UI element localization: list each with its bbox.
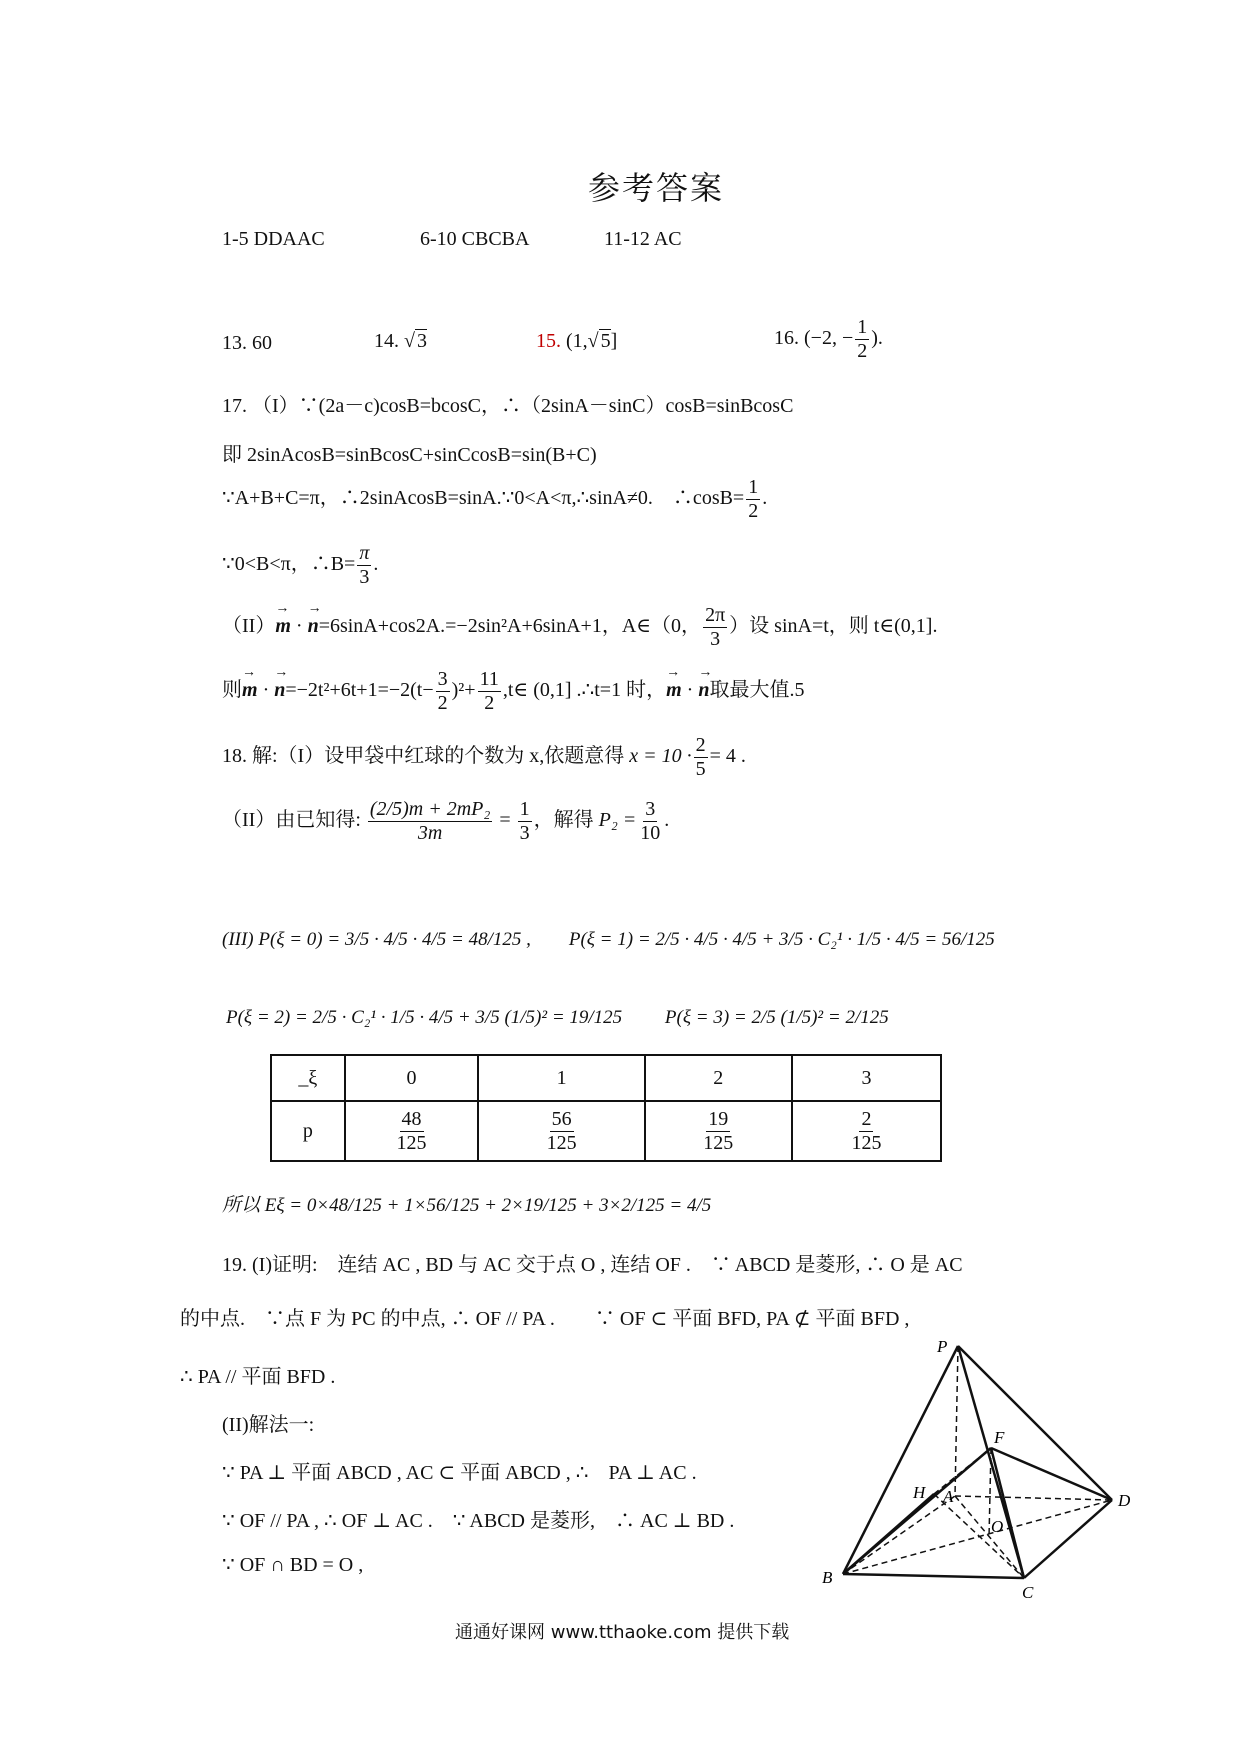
- denominator: 3: [359, 566, 370, 588]
- q14-label: 14.: [374, 330, 399, 352]
- q18-formula: x = 10 ·: [629, 745, 692, 768]
- q18-line-3: (III) P(ξ = 0) = 3/5 · 4/5 · 4/5 = 48/125 , P(ξ = 1) = 2/5 · 4/5 · 4/5 + 3/5 · C₂¹ · 1/5 · 4/5 = 56/125: [222, 929, 995, 950]
- vector-m: → m: [242, 679, 258, 702]
- fill-answer-16: [774, 316, 883, 363]
- label-c: C: [1022, 1583, 1034, 1600]
- label-d: D: [1118, 1491, 1131, 1510]
- q15-root: 5: [600, 330, 611, 352]
- q18-fraction: [694, 734, 708, 781]
- numerator: 2: [861, 1107, 872, 1130]
- q17-line-6-middle-2: )²+: [451, 679, 476, 702]
- q15-close: ]: [610, 330, 618, 352]
- denominator: 5: [695, 758, 706, 780]
- q17-line-2: 即 2sinAcosB=sinBcosC+sinCcosB=sin(B+C): [222, 444, 597, 466]
- q17-fraction-11-2: [478, 668, 501, 715]
- denominator: 125: [396, 1131, 427, 1154]
- q17-fraction-3-2: [436, 668, 450, 715]
- vector-n: → n: [308, 615, 319, 638]
- q18-line-1: [222, 734, 746, 781]
- denominator: 2: [857, 340, 868, 362]
- choice-answers-2: 6-10 CBCBA: [420, 228, 530, 250]
- table-cell: 2: [645, 1055, 792, 1101]
- table-cell: [345, 1101, 479, 1161]
- numerator: 48: [401, 1107, 422, 1130]
- q19-line-4: (II)解法一:: [222, 1414, 315, 1436]
- numerator: 2π: [705, 604, 726, 626]
- table-header-p: p: [271, 1101, 345, 1161]
- q14-value: 3: [416, 330, 427, 352]
- denominator: 125: [851, 1131, 882, 1154]
- q17-cosb-fraction: [746, 476, 760, 523]
- denominator: 2: [748, 500, 759, 522]
- q18-result: = 4 .: [709, 745, 746, 768]
- q15-label: 15.: [536, 330, 561, 352]
- table-cell: 0: [345, 1055, 479, 1101]
- q18-p2: P₂ =: [598, 809, 637, 832]
- label-f: F: [994, 1428, 1005, 1447]
- table-cell: 1: [478, 1055, 644, 1101]
- q18-line-1-text: 18. 解:（I）设甲袋中红球的个数为 x,依题意得: [222, 745, 625, 768]
- q19-line-5: ∵ PA ⊥ 平面 ABCD , AC ⊂ 平面 ABCD , ∴ PA ⊥ AC .: [222, 1462, 697, 1484]
- numerator: 3: [645, 798, 656, 820]
- q17-line-6-prefix: 则: [222, 679, 242, 702]
- label-o: O: [991, 1517, 1004, 1536]
- denominator: 3m: [417, 822, 443, 844]
- denominator: 125: [703, 1131, 734, 1154]
- label-p: P: [937, 1337, 948, 1356]
- q17-line-5-prefix: （II）: [222, 615, 276, 638]
- choice-answers-1: 1-5 DDAAC: [222, 228, 325, 250]
- q18-p2-fraction: [638, 798, 662, 845]
- q17-line-4: ∵0<B<π，∴B= $\frac{\pi}{3}$ .: [222, 542, 379, 588]
- q17-line-3-text: ∵A+B+C=π，∴2sinAcosB=sinA.∵0<A<π,∴sinA≠0. ∴cosB=: [222, 487, 745, 510]
- q16-label: 16.: [774, 327, 799, 350]
- numerator: 1: [519, 798, 530, 820]
- q18-line-2: （II）由已知得: $\frac{\text{(2/5)m + 2mP₂}}{3m}$ = $\frac{1}{3}$ ，解得 P₂ = $\frac{3}{10}$ .: [222, 798, 670, 844]
- q18-line-2-prefix: （II）由已知得:: [222, 809, 361, 832]
- q16-fraction: [855, 316, 869, 363]
- vector-n: → n: [698, 679, 709, 702]
- q19-line-6: ∵ OF // PA , ∴ OF ⊥ AC . ∵ ABCD 是菱形, ∴ AC ⊥ BD .: [222, 1510, 735, 1532]
- label-a: A: [943, 1487, 954, 1506]
- label-b: B: [822, 1568, 833, 1587]
- denominator: 2: [484, 692, 495, 714]
- label-h: H: [913, 1483, 926, 1502]
- numerator: 19: [708, 1107, 729, 1130]
- q17-line-5-suffix: ）设 sinA=t，则 t∈(0,1].: [729, 615, 938, 638]
- numerator: 56: [551, 1107, 572, 1130]
- q17-line-1: 17. （I）∵(2a－c)cosB=bcosC，∴（2sinA－sinC）cosB=sinBcosC: [222, 395, 794, 417]
- vector-n: → n: [274, 679, 285, 702]
- q15-value: (1,: [566, 330, 588, 352]
- q19-line-2: 的中点. ∵点 F 为 PC 的中点, ∴ OF // PA . ∵ OF ⊂ 平面 BFD, PA ⊄ 平面 BFD ,: [180, 1308, 910, 1330]
- choice-answers-3: 11-12 AC: [604, 228, 682, 250]
- sqrt-symbol: √: [587, 330, 599, 352]
- q18-one-third: [518, 798, 532, 845]
- q17-b-fraction: [357, 542, 371, 589]
- denominator: 2: [437, 692, 448, 714]
- table-cell: [478, 1101, 644, 1161]
- fill-answer-14: [374, 330, 427, 353]
- vector-m: → m: [666, 679, 682, 702]
- q18-line-4: P(ξ = 2) = 2/5 · C₂¹ · 1/5 · 4/5 + 3/5 (1/5)² = 19/125 P(ξ = 3) = 2/5 (1/5)² = 2/125: [226, 1007, 889, 1028]
- numerator: (2/5)m + 2mP₂: [369, 798, 491, 820]
- table-row: [271, 1055, 941, 1101]
- q17-line-6: 则→ m · → n=−2t²+6t+1=−2(t− $\frac{3}{2}$ )²+ $\frac{11}{2}$ ,t∈ (0,1] .∴t=1 时，→ m · → n取最大值.5: [222, 668, 804, 715]
- numerator: 3: [437, 668, 448, 690]
- q18-big-fraction: [368, 798, 492, 845]
- q16-value: (−2, −: [804, 327, 854, 350]
- q18-expectation: 所以 Eξ = 0×48/125 + 1×56/125 + 2×19/125 + 3×2/125 = 4/5: [222, 1195, 712, 1216]
- table-row: [271, 1101, 941, 1161]
- equals-sign: =: [499, 809, 511, 832]
- denominator: 10: [640, 822, 661, 844]
- q16-close: ).: [871, 327, 883, 350]
- q17-line-5-middle: =6sinA+cos2A.=−2sin²A+6sinA+1，A∈（0，: [318, 615, 702, 638]
- q17-line-6-suffix: ,t∈ (0,1] .∴t=1 时，: [502, 679, 667, 702]
- denominator: 3: [519, 822, 530, 844]
- table-cell: [792, 1101, 941, 1161]
- q17-line-6-middle: =−2t²+6t+1=−2(t−: [285, 679, 434, 702]
- footer-credit: 通通好课网 www.tthaoke.com 提供下载: [455, 1622, 790, 1643]
- numerator: 1: [857, 316, 868, 338]
- numerator: 2: [695, 734, 706, 756]
- sqrt-symbol: √: [404, 330, 415, 352]
- fill-answer-15: [536, 330, 617, 353]
- numerator: 11: [479, 668, 499, 690]
- q17-line-3: ∵A+B+C=π，∴2sinAcosB=sinA.∵0<A<π,∴sinA≠0. ∴cosB= $\frac{1}{2}$ .: [222, 476, 768, 522]
- q19-line-7: ∵ OF ∩ BD = O ,: [222, 1554, 364, 1576]
- q19-line-1: 19. (I)证明: 连结 AC , BD 与 AC 交于点 O , 连结 OF . ∵ ABCD 是菱形, ∴ O 是 AC: [222, 1254, 963, 1276]
- q17-line-6-end: 取最大值.5: [709, 679, 805, 702]
- table-cell: 3: [792, 1055, 941, 1101]
- q17-line-5: （II）→ m · → n=6sinA+cos2A.=−2sin²A+6sinA+1，A∈（0， $\frac{2\pi}{3}$ ）设 sinA=t，则 t∈(0,1].: [222, 604, 937, 651]
- q17-range-fraction: [703, 604, 727, 651]
- q18-line-2-middle: ，解得: [533, 809, 594, 832]
- table-cell: [645, 1101, 792, 1161]
- page-title: 参考答案: [588, 169, 725, 207]
- denominator: 125: [546, 1131, 577, 1154]
- q19-line-3: ∴ PA // 平面 BFD .: [180, 1366, 336, 1388]
- table-header-xi: _ξ: [271, 1055, 345, 1101]
- denominator: 3: [710, 628, 721, 650]
- distribution-table: [270, 1054, 942, 1162]
- numerator: π: [359, 542, 370, 564]
- numerator: 1: [748, 476, 759, 498]
- pyramid-figure: [810, 1330, 1150, 1600]
- q17-line-4-text: ∵0<B<π，∴B=: [222, 553, 356, 576]
- fill-answer-13: 13. 60: [222, 332, 272, 354]
- vector-m: → m: [275, 615, 291, 638]
